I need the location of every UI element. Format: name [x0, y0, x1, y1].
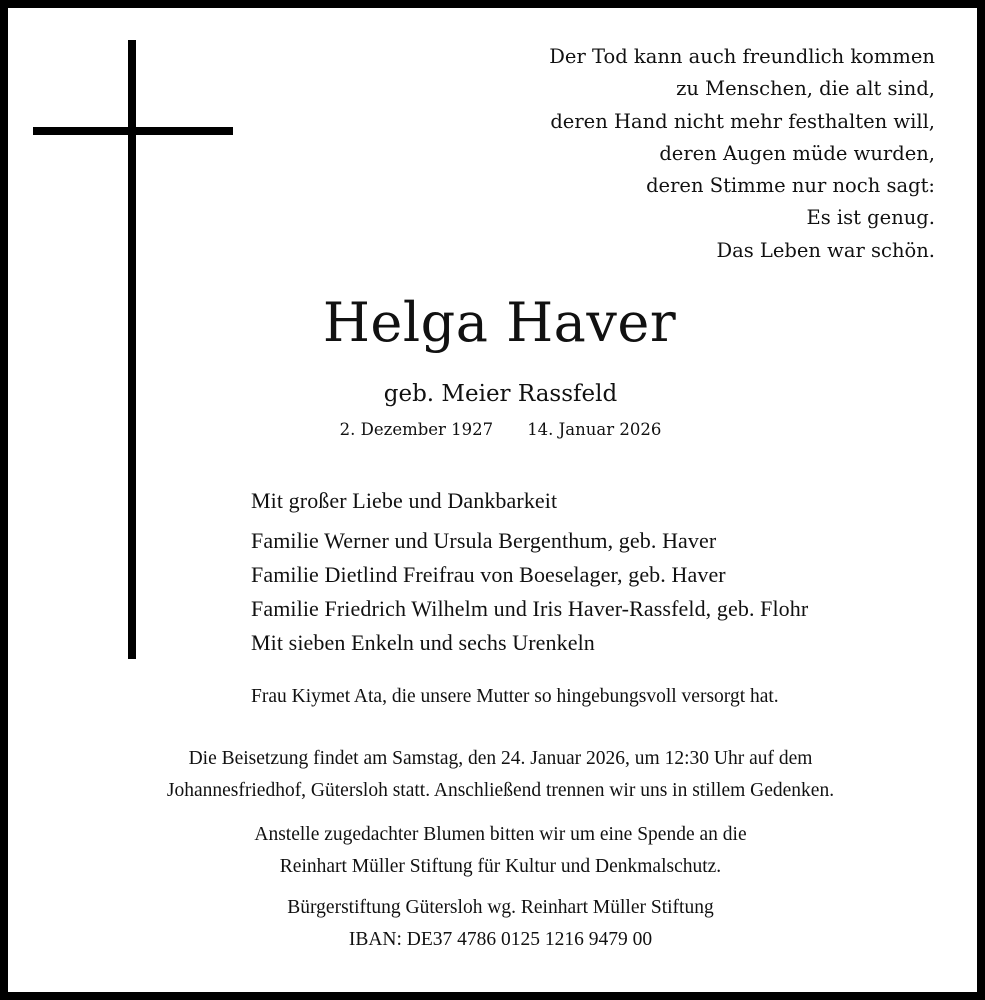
funeral-line: Die Beisetzung findet am Samstag, den 24. Januar 2026, um 12:30 Uhr auf dem	[188, 748, 813, 769]
poem-line: Das Leben war schön.	[716, 238, 935, 262]
poem-line: deren Stimme nur noch sagt:	[646, 174, 935, 198]
mourner-family: Mit sieben Enkeln und sechs Urenkeln	[251, 630, 595, 655]
donation-line: Anstelle zugedachter Blumen bitten wir um eine Spende an die	[254, 824, 747, 845]
donation-line: Reinhart Müller Stiftung für Kultur und Denkmalschutz.	[279, 856, 722, 877]
poem-line: deren Augen müde wurden,	[659, 141, 935, 165]
bank-recipient: Bürgerstiftung Gütersloh wg. Reinhart Müller Stiftung	[287, 897, 714, 918]
mourner-family: Familie Friedrich Wilhelm und Iris Haver-Rassfeld, geb. Flohr	[251, 596, 809, 621]
poem-line: Der Tod kann auch freundlich kommen	[549, 45, 935, 68]
poem-line: zu Menschen, die alt sind,	[676, 77, 935, 101]
cross-icon-crossbar	[33, 127, 233, 135]
deceased-name-block	[8, 291, 985, 355]
birth-name: geb. Meier Rassfeld	[383, 381, 618, 407]
poem-line: deren Hand nicht mehr festhalten will,	[550, 109, 935, 133]
mourner-family: Familie Werner und Ursula Bergenthum, geb. Haver	[251, 528, 717, 553]
poem-line: Es ist genug.	[806, 206, 935, 230]
funeral-info	[8, 743, 985, 807]
thanks-note: Frau Kiymet Ata, die unsere Mutter so hingebungsvoll versorgt hat.	[251, 686, 779, 707]
mourners	[251, 484, 808, 660]
mourners-intro: Mit großer Liebe und Dankbarkeit	[251, 488, 558, 513]
life-dates	[8, 418, 985, 442]
deceased-name: Helga Haver	[322, 291, 677, 354]
bank-details	[8, 892, 985, 956]
donation-request	[8, 819, 985, 883]
poem	[549, 41, 935, 267]
bank-iban: IBAN: DE37 4786 0125 1216 9479 00	[348, 929, 653, 950]
date-of-death: 14. Januar 2026	[527, 420, 662, 439]
date-of-birth: 2. Dezember 1927	[339, 420, 494, 439]
funeral-line: Johannesfriedhof, Gütersloh statt. Anschließend trennen wir uns in stillem Gedenken.	[166, 780, 835, 801]
mourner-family: Familie Dietlind Freifrau von Boeselager, geb. Haver	[251, 562, 726, 587]
